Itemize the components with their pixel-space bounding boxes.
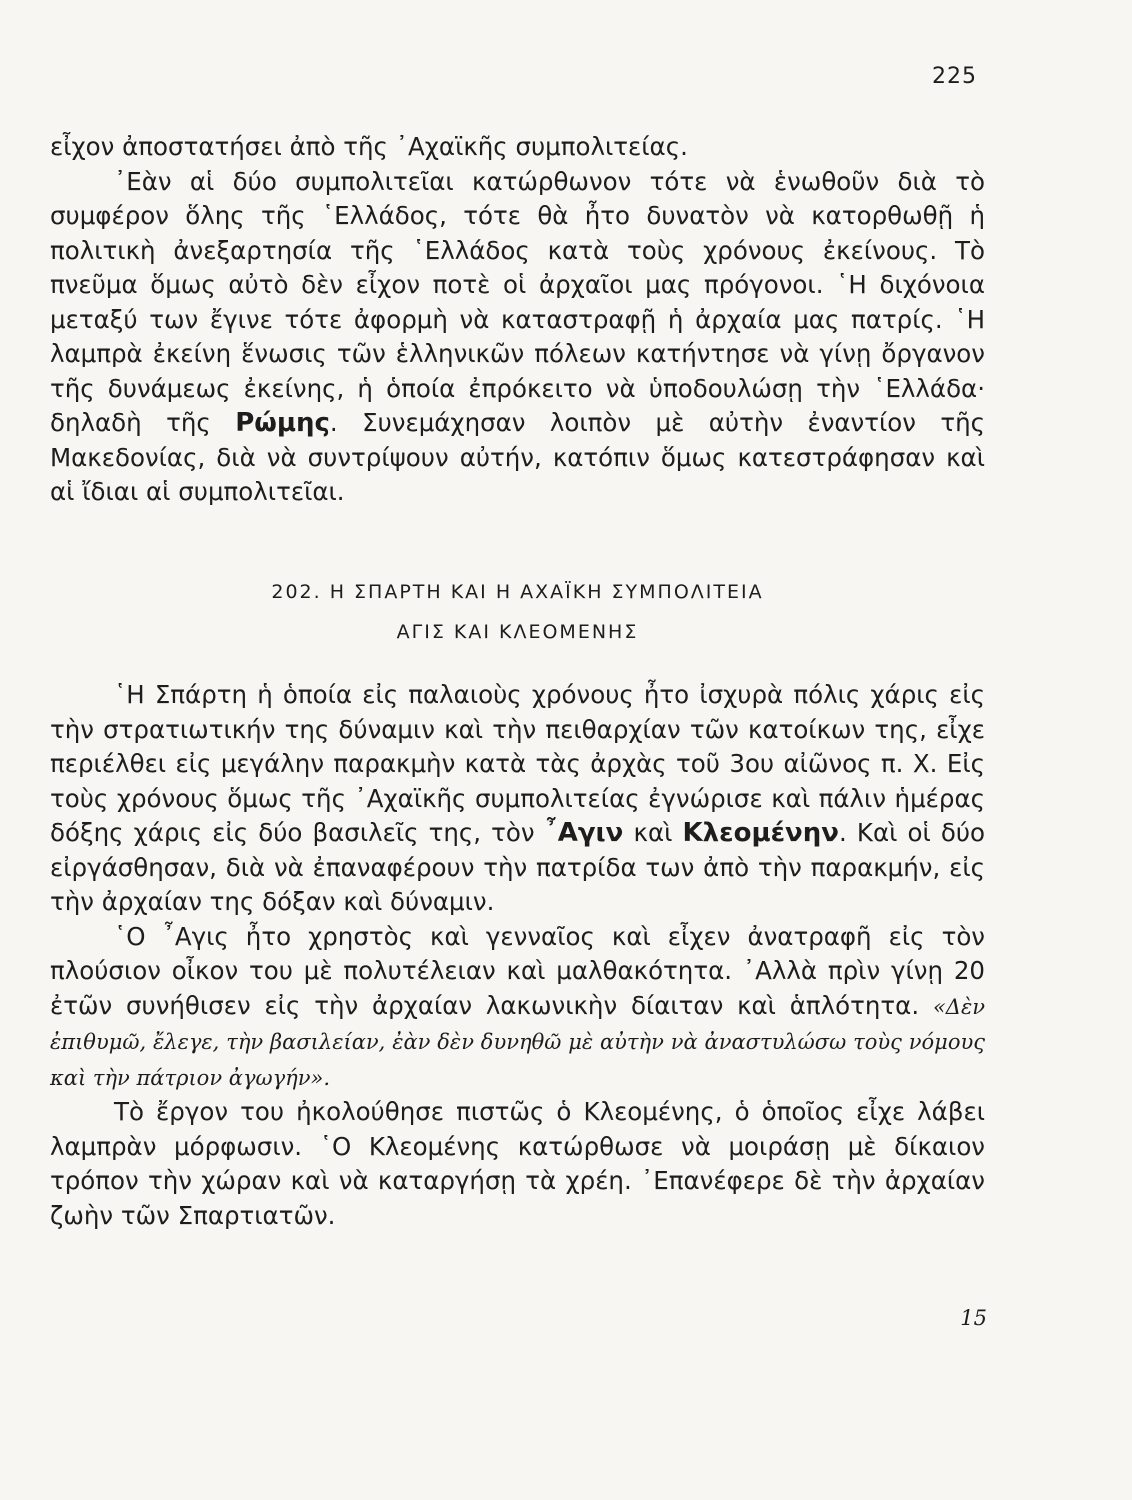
section-subheading: ΑΓΙΣ ΚΑΙ ΚΛΕΟΜΕΝΗΣ [396, 621, 639, 643]
bold-word-kleomenin: Κλεομένην [682, 818, 839, 848]
paragraph-d-text: ῾Ο ῏Αγις ἦτο χρηστὸς καὶ γενναῖος καὶ εἶχεν ἀνατραφῆ εἰς τὸν πλούσιον οἶκον του μὲ πολυτέλειαν καὶ μαλθακότητα. ᾿Αλλὰ πρὶν γίνῃ 20 ἐτῶν συνήθισεν εἰς τὴν ἀρχαίαν λακωνικὴν δίαιταν καὶ ἁπλότητα. [50, 921, 985, 1020]
bold-word-romis: Ρώμης [235, 408, 330, 438]
page-number: 225 [932, 64, 977, 89]
section-heading: 202. Η ΣΠΑΡΤΗ ΚΑΙ Η ΑΧΑΪΚΗ ΣΥΜΠΟΛΙΤΕΙΑ [271, 581, 764, 603]
bold-word-agin: ῏Αγιν [544, 818, 624, 848]
signature-mark: 15 [960, 1306, 987, 1330]
paragraph-c [50, 678, 985, 920]
paragraph-a: εἶχον ἀποστατήσει ἀπὸ τῆς ᾿Αχαϊκῆς συμπολιτείας. [50, 132, 688, 161]
paragraph-e: Τὸ ἔργον του ἠκολούθησε πιστῶς ὁ Κλεομένης, ὁ ὁποῖος εἶχε λάβει λαμπρὰν μόρφωσιν. ῾Ο Κλεομένης κατώρθωσε νὰ μοιράσῃ μὲ δίκαιον τρόπον τὴν χώραν καὶ νὰ καταργήσῃ τὰ χρέη. ᾿Επανέφερε δὲ τὴν ἀρχαίαν ζωὴν τῶν Σπαρτιατῶν. [50, 1097, 985, 1230]
quote-agis: «Δὲν ἐπιθυμῶ, ἔλεγε, τὴν βασιλείαν, ἐὰν δὲν δυνηθῶ μὲ αὐτὴν νὰ ἀναστυλώσω τοὺς νόμους καὶ τὴν πάτριον ἀγωγήν». [50, 994, 985, 1090]
text-block-bottom [50, 678, 985, 1233]
paragraph-b-text-2: . Συνεμάχησαν λοιπὸν μὲ αὐτὴν ἐναντίον τῆς Μακεδονίας, διὰ νὰ συντρίψουν αὐτήν, κατόπιν ὅμως κατεστράφησαν καὶ αἱ ἴδιαι αἱ συμπολιτεῖαι. [50, 408, 985, 506]
text-block-top [50, 130, 985, 510]
paragraph-c-text-3: . Καὶ οἱ δύο εἰργάσθησαν, διὰ νὰ ἐπαναφέρουν τὴν πατρίδα των ἀπὸ τὴν παρακμήν, εἰς τὴν ἀρχαίαν της δόξαν καὶ δύναμιν. [50, 818, 986, 916]
paragraph-b-text-1: ᾿Εὰν αἱ δύο συμπολιτεῖαι κατώρθωνον τότε νὰ ἑνωθοῦν διὰ τὸ συμφέρον ὅλης τῆς ῾Ελλάδος, τότε θὰ ἦτο δυνατὸν νὰ κατορθωθῇ ἡ πολιτικὴ ἀνεξαρτησία τῆς ῾Ελλάδος κατὰ τοὺς χρόνους ἐκείνους. Τὸ πνεῦμα ὅμως αὐτὸ δὲν εἶχον ποτὲ οἱ ἀρχαῖοι μας πρόγονοι. ῾Η διχόνοια μεταξύ των ἔγινε τότε ἀφορμὴ νὰ καταστραφῇ ἡ ἀρχαία μας πατρίς. ῾Η λαμπρὰ ἐκείνη ἕνωσις τῶν ἑλληνικῶν πόλεων κατήντησε νὰ γίνῃ ὄργανον τῆς δυνάμεως ἐκείνης, ἡ ὁποία ἐπρόκειτο νὰ ὑποδουλώσῃ τὴν ῾Ελλάδα· δηλαδὴ τῆς [50, 166, 985, 437]
paragraph-c-text-1: ῾Η Σπάρτη ἡ ὁποία εἰς παλαιοὺς χρόνους ἦτο ἰσχυρὰ πόλις χάρις εἰς τὴν στρατιωτικήν της δύναμιν καὶ τὴν πειθαρχίαν τῶν κατοίκων της, εἶχε περιέλθει εἰς μεγάλην παρακμὴν κατὰ τὰς ἀρχὰς τοῦ 3ου αἰῶνος π. Χ. Εἰς τοὺς χρόνους ὅμως τῆς ᾿Αχαϊκῆς συμπολιτείας ἐγνώρισε καὶ πάλιν ἡμέρας δόξης χάρις εἰς δύο βασιλεῖς της, τὸν [50, 680, 985, 847]
paragraph-c-text-2: καὶ [633, 818, 673, 847]
paragraph-d [50, 920, 985, 1096]
paragraph-b [50, 165, 985, 510]
